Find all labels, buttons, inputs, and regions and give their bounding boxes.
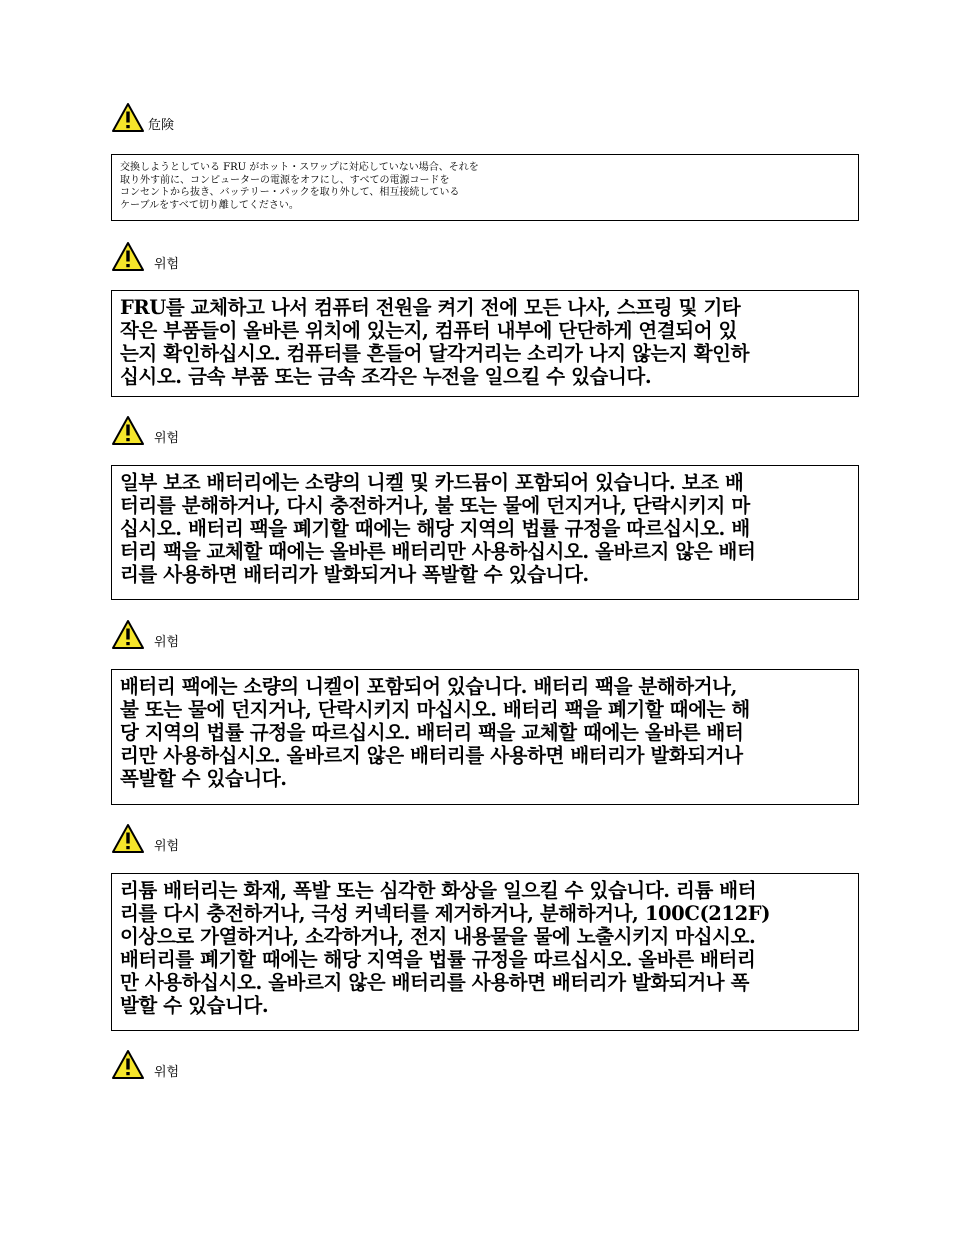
warning-triangle-icon bbox=[111, 241, 145, 272]
notice-box-1 bbox=[111, 154, 859, 221]
notice-line: 이상으로 가열하거나, 소각하거나, 전지 내용물을 물에 노출시키지 마십시오. bbox=[120, 925, 756, 948]
notice-line: コンセントから抜き、バッテリー・パックを取り外して、相互接続している bbox=[120, 187, 460, 198]
notice-line: 리를 사용하면 배터리가 발화되거나 폭발할 수 있습니다. bbox=[120, 563, 589, 586]
notice-line: 리만 사용하십시오. 올바르지 않은 배터리를 사용하면 배터리가 발화되거나 bbox=[120, 744, 743, 767]
warning-triangle-icon bbox=[111, 415, 145, 446]
notice-line: 당 지역의 법률 규정을 따르십시오. 배터리 팩을 교체할 때에는 올바른 배터 bbox=[120, 721, 744, 744]
warning-label: 위험 bbox=[154, 839, 180, 854]
notice-line: 리튬 배터리는 화재, 폭발 또는 심각한 화상을 일으킬 수 있습니다. 리튬 배터 bbox=[120, 879, 757, 902]
warning-heading-5 bbox=[111, 823, 179, 854]
notice-box-3 bbox=[111, 465, 859, 600]
notice-line: 작은 부품들이 올바른 위치에 있는지, 컴퓨터 내부에 단단하게 연결되어 있 bbox=[120, 319, 737, 342]
notice-line: 터리를 분해하거나, 다시 충전하거나, 불 또는 물에 던지거나, 단락시키지 마 bbox=[120, 494, 750, 517]
notice-line: 폭발할 수 있습니다. bbox=[120, 767, 287, 790]
warning-heading-2 bbox=[111, 241, 179, 272]
notice-box-4 bbox=[111, 669, 859, 805]
warning-triangle-icon bbox=[111, 102, 145, 133]
warning-heading-6 bbox=[111, 1049, 179, 1080]
warning-heading-3 bbox=[111, 415, 179, 446]
notice-line: FRU를 교체하고 나서 컴퓨터 전원을 켜기 전에 모든 나사, 스프링 및 기타 bbox=[120, 296, 741, 319]
warning-label: 위험 bbox=[154, 635, 180, 650]
notice-line: 불 또는 물에 던지거나, 단락시키지 마십시오. 배터리 팩을 폐기할 때에는 해 bbox=[120, 698, 750, 721]
notice-line: 십시오. 배터리 팩을 폐기할 때에는 해당 지역의 법률 규정을 따르십시오. 배 bbox=[120, 517, 750, 540]
notice-line: 터리 팩을 교체할 때에는 올바른 배터리만 사용하십시오. 올바르지 않은 배터 bbox=[120, 540, 756, 563]
notice-line: ケーブルをすべて切り離してください。 bbox=[120, 199, 299, 211]
warning-triangle-icon bbox=[111, 619, 145, 650]
notice-line: 십시오. 금속 부품 또는 금속 조각은 누전을 일으킬 수 있습니다. bbox=[120, 365, 652, 388]
notice-line: 만 사용하십시오. 올바르지 않은 배터리를 사용하면 배터리가 발화되거나 폭 bbox=[120, 971, 750, 994]
notice-line: 배터리 팩에는 소량의 니켈이 포함되어 있습니다. 배터리 팩을 분해하거나, bbox=[120, 675, 737, 698]
warning-label: 위험 bbox=[154, 431, 180, 446]
warning-label: 위험 bbox=[154, 257, 180, 272]
notice-box-5 bbox=[111, 873, 859, 1031]
warning-triangle-icon bbox=[111, 823, 145, 854]
warning-heading-1 bbox=[111, 102, 174, 133]
notice-line: 는지 확인하십시오. 컴퓨터를 흔들어 달각거리는 소리가 나지 않는지 확인하 bbox=[120, 342, 750, 365]
warning-heading-4 bbox=[111, 619, 179, 650]
notice-line: 발할 수 있습니다. bbox=[120, 994, 269, 1017]
notice-box-2 bbox=[111, 290, 859, 397]
warning-label: 위험 bbox=[154, 1065, 180, 1080]
notice-line: 배터리를 폐기할 때에는 해당 지역을 법률 규정을 따르십시오. 올바른 배터리 bbox=[120, 948, 756, 971]
notice-line: 交換しようとしている FRU がホット・スワップに対応していない場合、それを bbox=[120, 162, 479, 173]
warning-label: 危険 bbox=[148, 118, 175, 133]
notice-line: 일부 보조 배터리에는 소량의 니켈 및 카드뮴이 포함되어 있습니다. 보조 배 bbox=[120, 471, 744, 494]
warning-triangle-icon bbox=[111, 1049, 145, 1080]
notice-line: 取り外す前に、コンピューターの電源をオフにし、すべての電源コードを bbox=[120, 174, 450, 186]
notice-line: 리를 다시 충전하거나, 극성 커넥터를 제거하거나, 분해하거나, 100C(212F) bbox=[120, 902, 771, 925]
